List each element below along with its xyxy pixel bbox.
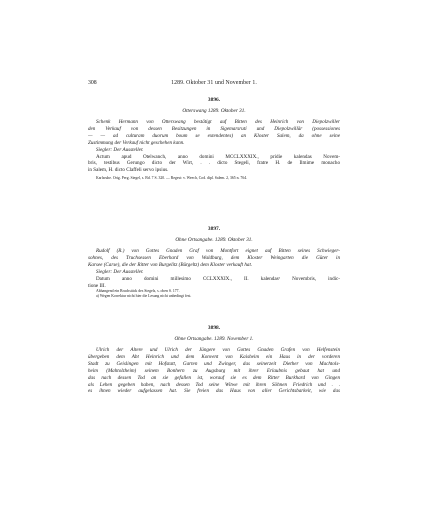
regest-line: — — ad culturam duorum boum se extendentes) an Kloster Salem, da ohne seine (88, 132, 340, 139)
regest-line: das nach dessen Tod an sie gefallen ist, worauf sie es dem Ritter Burkhard von Gingen (88, 374, 340, 381)
regest-line: Karsee (Carse), die der Ritter von Burgelitz (Bürgeltz) dem Kloster verkauft hat. (88, 261, 253, 268)
sigler-line: Siegler: Der Aussteller. (96, 146, 144, 153)
regest-line: es ihnen wieder aufgelassen hat. Sie freien das Haus von aller Gerichtsbarkeit, wie das (88, 388, 340, 395)
body-line: Actum apud Otelwanch, anno domini MCCLXXXIX., pridie kalendas Novem- (96, 153, 340, 160)
regest-line: Rudolf (R.) von Gottes Gnaden Graf von Montfort eignet auf Bitten seines Schwieger- (96, 248, 340, 254)
page-number: 308 (88, 80, 97, 86)
body-line: tione III. (88, 282, 106, 289)
regest-line: Schenk Hermann von Otterswang bestätigt auf Bitten des Heinrich von Diepolzwiller (96, 119, 340, 125)
body-line: bris, testibus Gerungo dicto der Wirt, . . dicto Stegeli, fratre H. de Ilmime monacho (88, 160, 340, 167)
entry-date: Otterswang 1289. Oktober 31. (182, 108, 246, 114)
entry-date: Ohne Ortsangabe. 1289. Oktober 31. (175, 237, 253, 243)
regest-line: Stadt zu Geislingen mit Hofstatt, Garten und Zwinger, das seinerzeit Diether von Machtols- (88, 360, 340, 367)
regest (88, 248, 340, 269)
regest-line: Zustimmung der Verkauf nicht geschehen kann. (88, 139, 185, 146)
entry-date: Ohne Ortsangabe. 1289. November 1. (174, 336, 254, 342)
entry-3898 (88, 325, 340, 395)
regest-line: als Lehen gegeben haben, nach dessen Tod seine Witwe mit ihren Söhnen Friedrich und . . (88, 381, 340, 388)
regest-line: heim (Mahtolzheim) seinem Bonhern zu Augsburg mit ihrer Erlaubnis gebaut hat und (88, 367, 340, 374)
regest-line: Ulrich der Ältere und Ulrich der Jüngere von Gottes Gnaden Grafen von Helfenstein (96, 347, 340, 353)
entry-number: 3897. (207, 226, 221, 232)
source-note: Karlsruhe. Orig. Perg. Siegel, s. Bd. 7 S. 320. — Regest: v. Weech, Cod. dipl. Salem. 2, 365 n. 764. (96, 176, 248, 181)
footnote: Abhangend ein Bruchstück des Siegels, s. oben S. 177. (96, 289, 180, 294)
sigler-line: Siegler: Der Aussteller. (96, 268, 144, 275)
body-text (88, 154, 340, 175)
entry-3897 (88, 226, 340, 299)
entry-number: 3898. (207, 325, 221, 331)
regest-line: sohnes, des Truchsessen Eberhard von Waldburg, dem Kloster Weingarten die Güter in (88, 254, 340, 261)
page-header (88, 80, 340, 90)
body-line: Datum anno domini millesimo CCLXXXIX., II. kalendasᵃ Novembris, indic- (96, 275, 340, 282)
regest-line: den Verkauf von dessen Besitzungen in Sigemarsruti und Diepolzwillär (possessiones (88, 125, 340, 132)
body-line: in Salem, H. dicto Claffeli servo ipsius. (88, 167, 169, 174)
regest-line: übergeben dem Abt Heinrich und dem Konvent von Kaisheim ein Haus in der vorderen (88, 353, 340, 360)
running-head: 1289. Oktober 31 und November 1. (171, 80, 257, 86)
footnote: a) Wegen Korrektur nicht hier die Lesung nicht unbedingt fest. (96, 294, 192, 299)
entry-3896 (88, 97, 340, 181)
regest (88, 347, 340, 395)
body-text (88, 276, 340, 290)
entry-number: 3896. (207, 97, 221, 103)
regest (88, 119, 340, 147)
